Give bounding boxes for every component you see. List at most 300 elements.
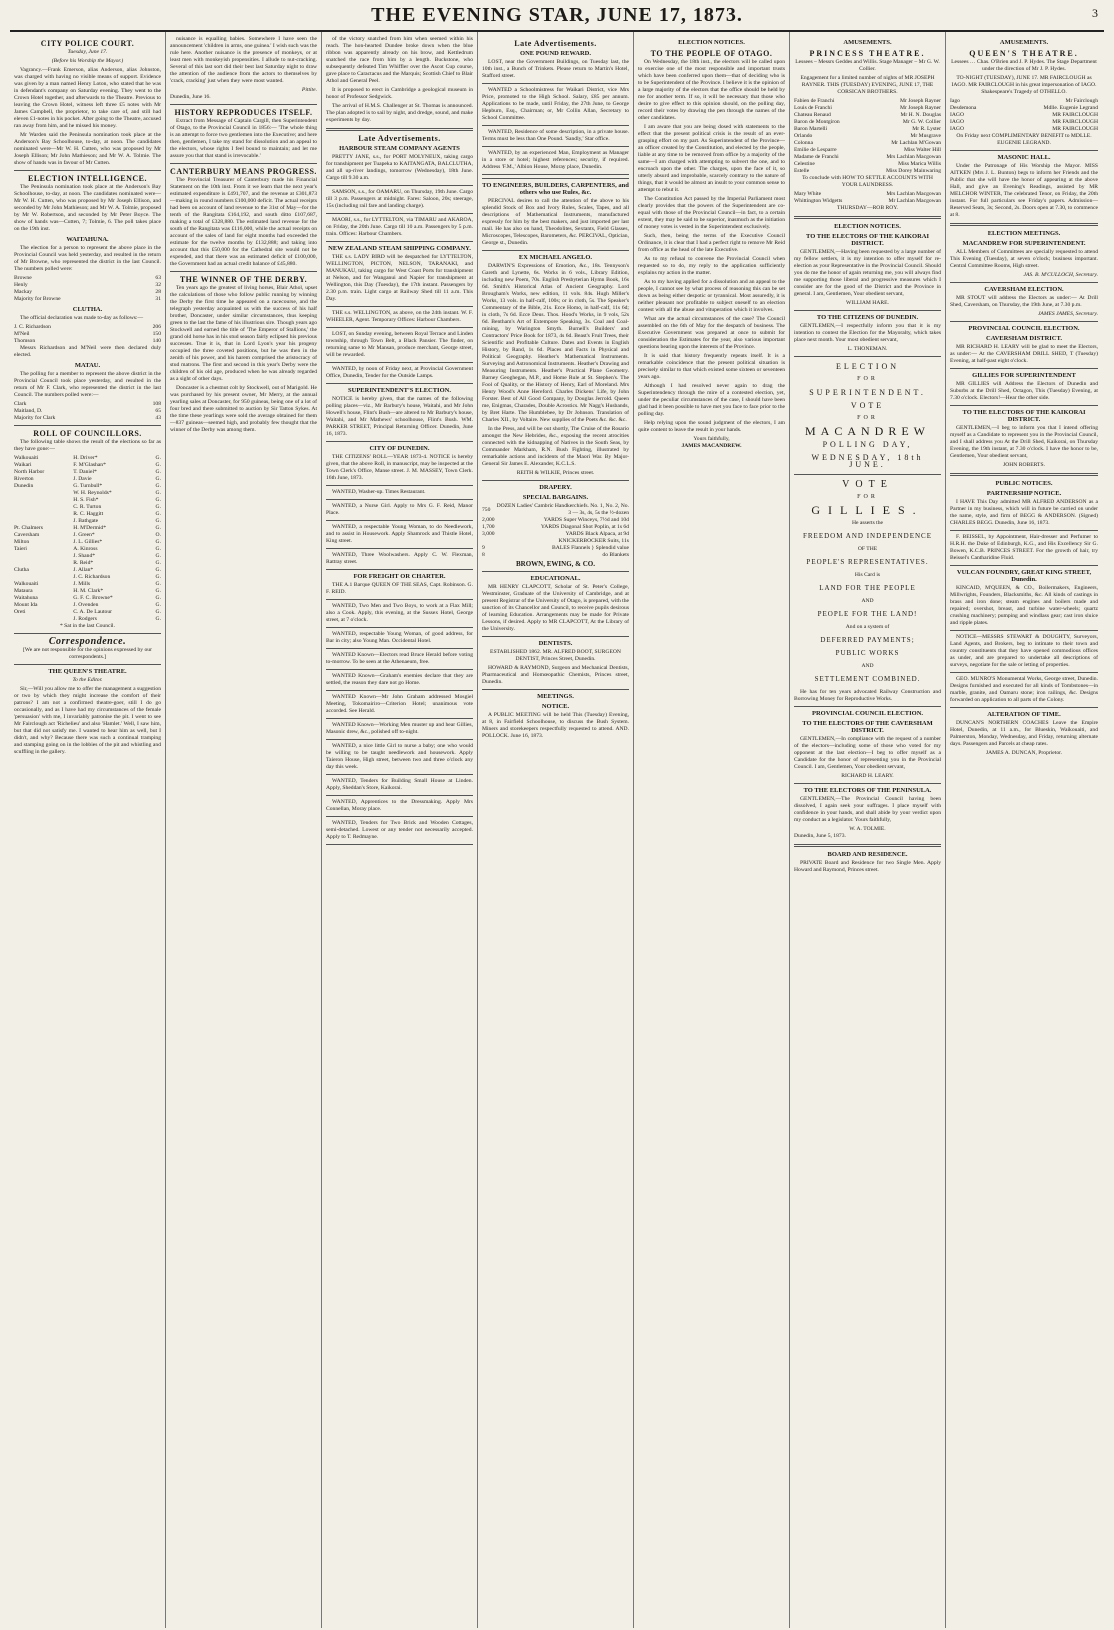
table-cell: MR FAIRCLOUGH	[1052, 112, 1098, 118]
table-cell: Mary White	[794, 191, 822, 197]
advertisement-text: DUNCAN'S NORTHERN COACHES Leave the Empire Hotel, Dunedin, at 11 a.m., for Blueskin, Waikouaiti, and Palmerston, Monday, Wednesday, and Friday, returning alternate days. Passengers and Parcels at cheap rates.	[950, 720, 1098, 747]
table-cell	[14, 616, 73, 623]
letter-paragraph: Help relying upon the sound judgment of the electors, I am quite content to leave the result in your hands.	[638, 420, 785, 433]
table-cell: Miss Marica Willis	[898, 161, 941, 167]
section-heading: Late Advertisements.	[358, 134, 441, 143]
table-cell	[14, 560, 73, 567]
advertisement-heading: SUPERINTENDENT'S ELECTION.	[348, 387, 451, 394]
display-line: PEOPLE FOR THE LAND!	[817, 610, 918, 618]
advertisement-heading: HARBOUR STEAM COMPANY AGENTS	[339, 145, 460, 152]
table-row	[14, 602, 161, 609]
table-row	[950, 126, 1098, 133]
table-row	[14, 289, 161, 296]
sub-heading: PROVINCIAL COUNCIL ELECTION.	[968, 325, 1080, 332]
advertisement-list	[482, 59, 629, 175]
sub-heading: ELECTION NOTICES.	[834, 223, 901, 230]
signature: JAMES A. DUNCAN, Proprietor.	[985, 750, 1063, 756]
table-row	[482, 545, 629, 552]
table-cell: Mount Ida	[14, 602, 38, 608]
table-row	[14, 504, 161, 511]
sub-heading: WAITAHUNA.	[66, 236, 109, 243]
letter-paragraph: The Constitution Act passed by the Imperial Parliament most clearly provides that the powers of the Superintendent are co-equal with those of the Provincial Council—in fact, to a certain extent, they may be said to be superior, inasmuch as the initiation of money votes is vested in the Superintendent exclusively.	[638, 196, 785, 230]
advertisement-text: MR GILLIES will Address the Electors of Dunedin and Suburbs at the Drill Shed, Octagon, This (Tuesday) Evening, at 7.30 o'clock. Electors!—Hear the other side.	[950, 381, 1098, 401]
display-line: FOR	[857, 376, 878, 382]
advertisement-text: MR HENRY CLAPCOTT, Scholar of St. Peter's College, Westminster, Graduate of the University of Cambridge, and at present Registrar of the University of Otago, is prepared, with the sanction of its Chancellor and Council, to receive pupils desirous of learning Education. Arrangements may be made for Private Lessons, if desired. Apply to MR CLAPCOTT, At the Library of the University.	[482, 584, 629, 632]
article-paragraph: The following table shows the result of the elections so far as they have gone:—	[14, 439, 161, 452]
table-cell: Waitahuna	[14, 595, 38, 601]
table-cell: G.	[155, 581, 161, 587]
table-cell: G.	[155, 560, 161, 566]
table-row	[14, 275, 161, 282]
table-row	[794, 112, 941, 119]
table-cell: J. Bathgate	[73, 518, 99, 524]
sub-heading: ALTERATION OF TIME.	[987, 711, 1061, 718]
letter-paragraph: On Wednesday, the 18th inst., the electors will be called upon to exercise one of the most responsible and important trusts which have been conferred upon them—that of deciding who is to be Superintendent of the Province. I believe it is the opinion of a large majority of the electors that the office should be held by me for another term. If so, it will be necessary that those who desire to give effect to this opinion should, on the polling day, record their votes by drawing the pen through the names of the other candidates.	[638, 59, 785, 121]
cast-table	[794, 98, 941, 175]
table-cell	[14, 497, 73, 504]
sub-heading: AMUSEMENTS.	[843, 39, 892, 46]
section-heading: Correspondence.	[48, 636, 127, 647]
table-cell: G.	[155, 546, 161, 552]
table-cell: Mr Joseph Rayner	[899, 105, 941, 111]
firm-name: BROWN, EWING, & CO.	[516, 560, 595, 568]
advertisement-text: WANTED, Tenders for Building Small House at Linden. Apply, Sheddan's Store, Kaikorai.	[326, 778, 473, 791]
advertisement-text: NOTICE—MESSRS STEWART & DOUGHTY, Surveyors, Land Agents, and Brokers, beg to intimate to their town and country constituents that they have opened commodious offices as under, and are prepared to undertake all descriptions of surveys, negotiate for the sale or letting of properties.	[950, 634, 1098, 668]
display-line: FREEDOM AND INDEPENDENCE	[803, 532, 932, 540]
advertisement-text: WANTED Known—Mr John Graham addressed Mosgiel Meeting, Tokomairiro—Criterion Hotel; unanimous vote accorded. See Herald.	[326, 694, 473, 714]
advertisement	[326, 743, 473, 775]
advertisement	[326, 778, 473, 796]
advertisement-text: GEO. MUNRO'S Monumental Works, George street, Dunedin. Designs furnished and executed for all kinds of Tombstones—in marble, granite, and Oamaru stone; iron railings, &c. Designs forwarded on application to all parts of the Colony.	[950, 676, 1098, 703]
advertisement-text: Under the Patronage of His Worship the Mayor. MISS AITKEN (Mrs J. L. Bunton) begs to inform her Friends and the Public that she will have the honor of appearing at the above Hall, and give an Evening's Readings, assisted by MR MELCHOR WINTER, The celebrated Tenor, on Friday, the 20th instant. For full particulars see Friday's papers. Admission—Reserved Seats, 3s; Second, 2s. Doors open at 7.30, to commence at 8.	[950, 163, 1098, 218]
table-cell: Emilie de Lesparre	[794, 147, 837, 153]
display-line: FOR	[857, 415, 878, 421]
table-cell: Louis de Franchi	[794, 105, 832, 111]
table-row	[794, 119, 941, 126]
sub-heading: PARTNERSHIP NOTICE.	[986, 490, 1062, 497]
section-heading: ROLL OF COUNCILLORS.	[33, 429, 142, 438]
table-row	[14, 455, 161, 462]
advertisement	[326, 603, 473, 628]
table-row	[794, 191, 941, 198]
results-table-clutha	[14, 324, 161, 345]
table-cell: Fabien de Franchi	[794, 98, 835, 104]
table-cell: 32	[155, 282, 161, 288]
table-cell: KNICKERBOCKER Suits, 11s	[558, 538, 629, 544]
table-cell: 43	[155, 415, 161, 421]
table-cell: YARDS Black Alpaca, at 9d	[565, 531, 629, 537]
signature: W. A. TOLMIE.	[849, 826, 886, 832]
table-cell: Estelle	[794, 168, 810, 174]
table-row	[950, 98, 1098, 105]
column-2	[166, 32, 322, 1628]
table-cell: R. Reid*	[73, 560, 94, 566]
section-heading: QUEEN'S THEATRE.	[969, 49, 1079, 58]
letter-close: Yours faithfully,	[693, 436, 730, 442]
table-row	[14, 476, 161, 483]
table-row	[794, 126, 941, 133]
advertisement	[326, 503, 473, 521]
advertisement-text: MAORI, s.s., for LYTTELTON, via TIMARU and AKAROA, on Friday, the 20th June. Cargo till 10 a.m. Passengers by 5 p.m. train. Offices: Harbour Chambers.	[326, 217, 473, 237]
display-line: WEDNESDAY, 18th JUNE.	[811, 453, 924, 469]
columns	[10, 32, 1104, 1628]
article-paragraph: The Peninsula nomination took place at the Anderson's Bay Schoolhouse, to-day, at noon. The candidates nominated were—Mr W. H. Cutten, who was proposed by Mr Joseph Ellison, and seconded by Mr John Mathieson; and Mr W. A. Tolmie, proposed by Mr W. Robertson, and seconded by Mr Peter Boyce. The show of hands was—Cutten, 7; Tolmie, 6. The poll takes place on the 19th inst.	[14, 184, 161, 232]
advertisement-text: PERCIVAL desires to call the attention of the above to his splendid Stock of Box and Ivory Rules, Scales, Tapes, and all descriptions of Mathematical Instruments, manufactured expressly for him by the best makers, and just imported per last mail. He has also on hand, Theodolites, Sextants, Field Glasses, Microscopes, Telescopes, Barometers, &c. PERCIVAL, Optician, George st., Dunedin.	[482, 198, 629, 246]
sub-heading: SPECIAL BARGAINS.	[522, 494, 589, 501]
advertisement-text: WANTED, Two Men and Two Boys, to work at a Flax Mill; also a Cook. Apply, this evening, at the Sussex Hotel, George street, at 7 o'clock.	[326, 603, 473, 623]
cast-table	[950, 98, 1098, 133]
letter-paragraph: What are the actual circumstances of the case? The Council assembled on the 6th of May for the despatch of business. The Executive Government was prepared at once to submit for consideration the Estimates for the year, also various important questions bearing upon the interests of the Province.	[638, 316, 785, 350]
table-cell	[14, 511, 73, 518]
table-cell: H. M. Clark*	[73, 588, 104, 594]
table-cell: MR FAIRCLOUGH	[1052, 126, 1098, 132]
table-cell: 65	[155, 408, 161, 414]
table-cell: Mackay	[14, 289, 33, 295]
table-row	[14, 490, 161, 497]
table-cell: 150	[152, 331, 161, 337]
book-list: DARWIN'S Expressions of Emotion, &c., 18s. Tennyson's Gareth and Lynette, 6s. Works in 6 vols., Library Edition, including new Poem, 70s. English Presbyterian Hymn Book, 16s 6d. Smith's Historical Atlas of Ancient Geography. Lord Brougham's Works, new edition, 11 vols. 84s. Hugh Miller's Works, 13 vols. in half-calf, 100s; or in cloth, 5s. The Speaker's Commentary of the Bible, 21s. Ecce Homo, in half-calf, 11s 6d; in cloth, 7s 6d. Ecce Deus. Thos. Hood's Works, in 9 vols, 52s 6d. Bentham's Art of Extempore Speaking, 3s. Coal and Coal-mining, by Warington Smyth. Burnell's Builders' and Contractors' Price Book for 1873, 4s 6d. Beast's Fruit Trees, their Scientific and Profitable Culture. Dates and Events in English History, by Rand, 1s 6d. Places and Facts in Physical and Political Geography. Heather's Mathematical Instruments. Surveying and Astronomical Instruments. Heather's Drawing and Measuring Instruments. Heather's Practical Plane Geometry. Barney Geoghegan, M.P., and Home Rule at St. Stephen's. The Fool of Quality, or the History of Henry, Earl of Moreland. Mrs Henry Wood's Anne Hereford. Charles Dickens' Life, by John Forster. Best of All Good Company, by Douglas Jerrold. Queen me, Enigmas, Charades, Double Acrostics. Mr Nagg's Husbands, by Bret Harte. The Humblebee, by Dr Johnson. Translation of Charles XII., by Voltaire. New supplies of the Poets &c. &c. &c.	[482, 263, 629, 423]
advertisement-text: ALL Members of Committees are specially requested to attend This Evening (Tuesday), at seven o'clock; business important. Central Committee Rooms, High street.	[950, 249, 1098, 269]
column-3	[322, 32, 478, 1628]
table-cell: M'Neil	[14, 331, 30, 337]
advertisement-text: WANTED, Washer-up. Times Restaurant.	[332, 489, 426, 495]
newspaper-title: THE EVENING STAR, JUNE 17, 1873.	[371, 3, 743, 26]
page-number: 3	[1092, 6, 1098, 20]
table-cell: MR FAIRCLOUGH	[1052, 119, 1098, 125]
sub-heading: PUBLIC NOTICES.	[995, 480, 1053, 487]
table-row	[14, 616, 161, 623]
dateline: Dunedin, June 5, 1873.	[794, 833, 846, 839]
table-cell: T. Daniel*	[73, 469, 97, 475]
to-editor: To the Editor.	[72, 677, 103, 683]
table-cell: J. Ovenden	[73, 602, 99, 608]
table-cell: IAGO	[950, 112, 964, 118]
advertisement-text: I HAVE This Day admitted MR ALFRED ANDERSON as a Partner in my business, which will in future be carried on under the name, style, and firm of BEGG & ANDERSON. (Signed) CHARLES BEGG. Dunedin, June 16, 1873.	[950, 499, 1098, 526]
table-cell: Chateau Renaud	[794, 112, 831, 118]
firm-name: REITH & WILKIE, Princes street.	[516, 470, 595, 476]
table-row	[794, 154, 941, 161]
advertisement-text: MR RICHARD H. LEARY will be glad to meet the Electors, as under:— At the CAVERSHAM DRILL SHED, T (Tuesday) Evening, at half-past eight o'clock.	[950, 344, 1098, 364]
table-row	[482, 517, 629, 524]
advertisement-text: Lessees – Messrs Geddes and Willis. Stage Manager – Mr G. W. Collier.	[795, 59, 940, 72]
advertisement-text: WANTED, Residence of some description, in a private house. Terms must be less than One Pound. 'Sandly,' Star office.	[482, 129, 629, 142]
table-row	[482, 503, 629, 517]
advertisement-text: F. BEISSEL, by Appointment, Hair-dresser and Perfumer to H.R.H. the Duke of Edinburgh, K.G., and His Excellency Sir G. Bowen, K.C.B. PRINCES STREET. For the growth of hair, try Beissel's Cantharidine Fluid.	[950, 534, 1098, 561]
table-cell: G.	[155, 595, 161, 601]
table-cell: Miss Walter Hill	[903, 147, 941, 153]
results-table-matau	[14, 401, 161, 422]
section-heading: TO THE PEOPLE OF OTAGO.	[650, 49, 773, 58]
advertisement	[326, 652, 473, 670]
section-heading: Late Advertisements.	[514, 39, 597, 48]
table-cell: G.	[155, 574, 161, 580]
advertisement-text: MR STOUT will address the Electors as under:— At Drill Shed, Caversham, on Thursday, the 19th June, at 7.30 p.m.	[950, 295, 1098, 308]
advertisement	[326, 573, 473, 600]
table-cell: 31	[155, 296, 161, 302]
table-cell	[14, 504, 73, 511]
advertisement-text: THURSDAY—ROB ROY.	[837, 205, 898, 211]
advertisement	[326, 445, 473, 486]
table-cell: Waikari	[14, 462, 32, 468]
table-cell	[14, 574, 73, 581]
table-cell: IAGO	[950, 126, 964, 132]
table-cell: Whittington Widgetts	[794, 198, 843, 204]
display-line: ELECTION	[835, 362, 900, 371]
table-cell: A. Kinross	[73, 546, 98, 552]
column-1	[10, 32, 166, 1628]
table-cell: G.	[155, 490, 161, 496]
advertisement	[326, 245, 473, 307]
table-row	[482, 531, 629, 538]
table-row	[14, 560, 161, 567]
advertisement	[326, 217, 473, 242]
advertisement-text: A PUBLIC MEETING will be held This (Tuesday) Evening, at 8, in Fairfield Schoolhouse, to discuss the Bush System. Miners and storekeepers respectfully requested to attend. AND. POLLOCK. June 16, 1873.	[482, 712, 629, 739]
table-cell: J. Shand*	[73, 553, 96, 559]
table-cell: J. L. Gillies*	[73, 539, 103, 545]
table-cell: Henly	[14, 282, 28, 288]
table-row	[794, 168, 941, 175]
table-cell: J. Allan*	[73, 567, 94, 573]
advertisement	[326, 722, 473, 740]
advertisement-text: WANTED, respectable Young Woman, of good address, for Bar in city; also Young Man. Occidental Hotel.	[326, 631, 473, 644]
advertisement-text: LOST, on Sunday evening, between Royal Terrace and Linden township, through Town Belt, a Black Pansier. The finder, on returning same to Mr Mansan, produce merchant, George street, will be rewarded.	[326, 331, 473, 358]
advertisement-text: PRIVATE Board and Residence for two Single Men. Apply Howard and Raymond, Princes street.	[794, 860, 941, 873]
article-paragraph: It is proposed to erect in Cambridge a geological museum in honor of Professor Sedgwick.	[326, 87, 473, 100]
magistrate-line: (Before his Worship the Mayor.)	[51, 58, 124, 64]
table-cell: G.	[155, 616, 161, 622]
table-row	[14, 324, 161, 331]
table-cell: H. S. Fish*	[73, 497, 99, 503]
table-cell: C. A. De Lautour	[73, 609, 112, 615]
table-row	[14, 595, 161, 602]
sub-heading: VULCAN FOUNDRY, GREAT KING STREET, Dunedin.	[956, 569, 1092, 583]
sub-heading: PROVINCIAL COUNCIL ELECTION.	[811, 710, 924, 717]
advertisement-heading: NEW ZEALAND STEAM SHIPPING COMPANY.	[328, 245, 471, 252]
sub-heading: TO ENGINEERS, BUILDERS, CARPENTERS, and others who use Rules, &c.	[482, 182, 629, 196]
table-cell: G.	[155, 504, 161, 510]
advertisement-text: LOST, near the Government Buildings, on Tuesday last, the 10th inst., a Bunch of Trinkets. Please return to Martin's Hotel, Stafford street.	[482, 59, 629, 79]
advertisement-text: THE s.s. WELLINGTON, as above, on the 24th instant. W. F. WHEELER, Agent. Temporary Offices: Harbour Chambers.	[326, 310, 473, 323]
sub-heading: TO THE ELECTORS OF THE KAIKORAI DISTRICT.	[806, 233, 929, 247]
table-row	[14, 518, 161, 525]
dateline: Dunedin, June 16.	[170, 94, 211, 100]
sub-heading: EDUCATIONAL.	[530, 575, 581, 582]
table-cell: G.	[155, 483, 161, 489]
advertisement-text: GENTLEMEN,—I respectfully inform you that it is my intention to contest the Election for the Mayoralty, which takes place next month. Your most obedient servant,	[794, 323, 941, 343]
table-cell: J. Green*	[73, 532, 95, 538]
advertisement-text: In the Press, and will be out shortly, The Cruise of the Rosario amongst the New Hebrides, &c., exposing the recent atrocities connected with the kidnapping of Natives in the South Seas, by Commander Markham, R.N. Bush Fighting, illustrated by remarkable actions and incidents of the Maori War. By Major-General Sir James E. Alexander, K.C.L.S.	[482, 426, 629, 467]
table-cell: Orlando	[794, 133, 813, 139]
table-row	[14, 282, 161, 289]
advertisement-heading: FOR FREIGHT OR CHARTER.	[353, 573, 446, 580]
table-cell: Mr G. W. Collier	[902, 119, 941, 125]
table-row	[14, 469, 161, 476]
signature: JAMES MACANDREW.	[681, 443, 742, 449]
display-line-gillies: GILLIES.	[811, 503, 924, 517]
sub-heading: CAVERSHAM DISTRICT.	[986, 335, 1062, 342]
table-cell: Walkouaiti	[14, 581, 39, 587]
table-row	[794, 198, 941, 205]
article-paragraph: Mr Warden said the Peninsula nomination took place at the Anderson's Bay Schoolhouse, to-day, at noon. The candidates nominated were—Mr W. H. Cutten, who was proposed by Mr Joseph Ellison; Mr John Mathieson; and Mr W. A. Tolmie. The show of hands was in favour of Mr Cutten.	[14, 132, 161, 166]
table-row	[14, 581, 161, 588]
table-cell: G.	[155, 455, 161, 461]
table-row	[14, 546, 161, 553]
sub-heading: DENTISTS.	[538, 640, 573, 647]
advertisement-text: GENTLEMEN,—Having been requested by a large number of my fellow settlers, it is my intention to offer myself for re-election as your Representative in the Provincial Council. Should you do me the honor of again returning me, you will always find me supporting those liberal and progressive measures which I consider are for the good of the District and the Province in general. I am, Gentlemen, Your obedient servant,	[794, 249, 941, 297]
table-cell: J. C. Richardson	[14, 324, 51, 330]
advertisement-text: PRETTY JANE, s.s., for PORT MOLYNEUX, taking cargo for transhipment per Tuapeka to KAITANGATA, BALCLUTHA, and all up-river landings, tomorrow (Wednesday), 18th June. Cargo till 9.30 a.m.	[326, 154, 473, 181]
display-line: PUBLIC WORKS	[835, 649, 900, 657]
advertisement-text: WANTED, a respectable Young Woman, to do Needlework, and to assist in Housework. Apply Shamrock and Thistle Hotel, King street.	[326, 524, 473, 544]
table-row	[794, 98, 941, 105]
column-5	[634, 32, 790, 1628]
masthead	[10, 0, 1104, 32]
table-row	[14, 415, 161, 422]
table-row	[950, 119, 1098, 126]
article-paragraph: Sir,—Will you allow me to offer the management a suggestion or two by which they might increase the comfort of their patrons? I am not a confirmed theatre-goer, still I do go occasionally, and as I have had my circumstances of the female 'persuasion' with me, I invariably patronise the pit. I went to see Mr Fairclough act 'Richelieu' and also 'Hamlet.' Well, I saw him, but that did not satisfy me. I wanted to hear him as well, but I didn't, and why? Because there was such a continual tramping and stamping going on in the lobbies of the pit and whistling and scuffling in the gallery.	[14, 686, 161, 755]
table-row	[14, 609, 161, 616]
table-row	[482, 552, 629, 559]
letter-paragraph: As to my refusal to convene the Provincial Council when requested so to do, my reply to the application sufficiently explains my action in the matter.	[638, 256, 785, 276]
table-cell: H. M'Dermid*	[73, 525, 106, 531]
advertisement	[326, 310, 473, 328]
advertisement-text: WANTED, Tenders for Two Brick and Wooden Cottages, semi-detached. Lowest or any tender not necessarily accepted. Apply to T. Redmayne.	[326, 820, 473, 840]
table-row	[14, 511, 161, 518]
sub-heading: CAVERSHAM ELECTION.	[984, 286, 1064, 293]
table-cell	[14, 518, 73, 525]
table-cell: 9	[482, 545, 485, 551]
table-cell: Miss Dorey Mainwaring	[886, 168, 941, 174]
section-heading: CITY POLICE COURT.	[40, 39, 135, 48]
table-cell: 1,700	[482, 524, 495, 530]
advertisement-text: THE CITIZENS' ROLL—YEAR 1873-4. NOTICE is hereby given, that the above Roll, in manuscript, may be inspected at the Town Clerk's Office, Manse street. J. M. MASSEY, Town Clerk. 16th June, 1873.	[326, 454, 473, 481]
column-4	[478, 32, 634, 1628]
advertisement-text: THE s.s. LADY BIRD will be despatched for LYTTELTON, WELLINGTON, PICTON, NELSON, TARANAKI, and MANUKAU, taking cargo for West Coast Ports for transhipment at Nelson, and for Wanganui and Napier for transhipment at Wellington, this Day (Tuesday), the 17th instant. Passengers by 2.30 p.m. train. Light cargo at Railway Shed till 11 a.m. This Day.	[326, 254, 473, 302]
display-line: FOR	[857, 494, 878, 500]
table-row	[794, 161, 941, 168]
signature: L. THONEMAN.	[847, 346, 888, 352]
article-paragraph: The election for a person to represent the above place in the Provincial Council was held yesterday, and resulted in the return of Mr Browne, who represented the district in the last Council. The numbers polled were:	[14, 245, 161, 272]
table-cell: C. R. Turton	[73, 504, 102, 510]
section-heading: HISTORY REPRODUCES ITSELF.	[174, 108, 313, 117]
advertisement	[326, 820, 473, 845]
table-row	[14, 532, 161, 539]
table-cell	[14, 490, 73, 497]
table-row	[482, 538, 629, 545]
article-paragraph: Doncaster is a chestnut colt by Stockwell, out of Marigold. He was purchased by his present owner, Mr Merry, at the annual yearling sales at Doncaster, for 950 guineas, being one of a lot of four bred and there submitted to auction by Sir Tatton Sykes. At the time these yearlings were sold the average obtained for them—837 guineas—seemed high, and probably few thought that the winner of the Derby was among them.	[170, 385, 317, 433]
table-cell: YARDS Diagonal Shot Poplin, at 1s 6d	[540, 524, 629, 530]
advertisement	[326, 145, 473, 186]
table-cell: G. Turnbull*	[73, 483, 103, 489]
table-cell: G.	[155, 539, 161, 545]
table-cell: Caversham	[14, 532, 40, 538]
advertisement-text: WANTED Known—Electors read Bruce Herald before voting to-morrow. To be seen at the Athenaeum, free.	[326, 652, 473, 665]
sub-heading: DRAPERY.	[539, 484, 572, 491]
table-cell: W. H. Reynolds*	[73, 490, 112, 496]
table-row	[794, 147, 941, 154]
display-line: PEOPLE'S REPRESENTATIVES.	[806, 558, 929, 566]
advertisement-text: NOTICE is hereby given, that the names of the following polling places—viz., Mr Barbury's house, Waitahi, and Mr John Howell's house, Flint's Bush—are altered to Mr Barbury's house, Waitahi, and Mr Mathews' schoolhouse, Flint's Bush. WM. PARKER STREET, Principal Returning Officer. Dunedin, June 16, 1873.	[326, 396, 473, 437]
table-row	[794, 133, 941, 140]
article-paragraph: nuisance is equalling babies. Somewhere I have seen the announcement 'children in arms, one guinea.' I wish such was the rule here. Another nuisance is the presence of monkeys, or at least men with monkeyish propensities. I allude to nut-cracking. Several of this last sort did their best last Saturday night to draw the attention of the audience from the actors to themselves by 'crack, cracking' just when they were most wanted.	[170, 36, 317, 84]
article-paragraph: Messrs Richardson and M'Neil were then declared duly elected.	[14, 345, 161, 358]
table-cell: J. Rodgers	[73, 616, 97, 622]
table-cell: Majority for Browne	[14, 296, 61, 302]
section-heading: CANTERBURY MEANS PROGRESS.	[170, 167, 317, 176]
article-paragraph: Extract from Message of Captain Cargill, then Superintendent of Otago, to the Provincial Council in 1856:— 'The whole thing is an attempt to force two gentlemen into the Executive; and here then, gentlemen, I take my stand for dissolution and an appeal to the electors, whose rights I feel bound to maintain; and let me assure you that that stand is irrevocable.'	[170, 118, 317, 159]
advertisement-text: HOWARD & RAYMOND, Surgeon and Mechanical Dentists, Pharmaceutical and Homœopathic Chemists, Princes street, Dunedin.	[482, 665, 629, 685]
table-cell: J. C. Richardson	[73, 574, 111, 580]
sub-heading: MACANDREW FOR SUPERINTENDENT.	[962, 240, 1086, 247]
table-cell: Browne	[14, 275, 32, 281]
column-6	[790, 32, 946, 1628]
advertisement	[326, 366, 473, 384]
table-row	[14, 331, 161, 338]
signature: WILLIAM HARE.	[846, 300, 889, 306]
section-heading: PRINCESS THEATRE.	[809, 49, 926, 58]
letter-paragraph: As to my having applied for a dissolution and an appeal to the people, I cannot see by what process of reasoning this can be set down as being either despotic or tyrannical. Most assuredly, it is neither pleasant nor profitable to subject oneself to an election contest with all the abuse and vituperation which it involves.	[638, 279, 785, 313]
table-cell: Madame de Franchi	[794, 154, 839, 160]
table-cell: G. F. C. Browne*	[73, 595, 113, 601]
table-cell: BALES Flannels } Splendid value	[552, 545, 629, 551]
section-heading: THE WINNER OF THE DERBY.	[179, 275, 308, 284]
article-paragraph: The arrival of H.M.S. Challenger at St. Thomas is announced. The plan adopted is to sail by night, and dredge, sound, and make experiments by day.	[326, 103, 473, 123]
advertisement	[326, 799, 473, 817]
sub-heading: TO THE ELECTORS OF THE CAVERSHAM DISTRICT.	[802, 720, 933, 734]
table-cell: Oreti	[14, 609, 26, 615]
display-line: SUPERINTENDENT.	[809, 388, 926, 397]
letter-paragraph: Although I had resolved never again to drag the Superintendency through the mire of a contested election, yet, under the peculiar circumstances of the case, I should have been glad had it been possible to have met you face to face prior to the polling day.	[638, 383, 785, 417]
table-cell: 108	[152, 401, 161, 407]
advertisement-text: WANTED, by noon of Friday next, at Provincial Government Office, Dunedin, Tender for the Outside Lamps.	[326, 366, 473, 379]
table-cell: Pt. Chalmers	[14, 525, 43, 531]
table-cell: do Blankets	[602, 552, 629, 558]
table-cell: Colonna	[794, 140, 813, 146]
display-line: AND	[861, 598, 874, 604]
advertisement	[326, 489, 473, 500]
table-cell: Mataura	[14, 588, 33, 594]
table-cell: North Harbor	[14, 469, 45, 475]
table-cell: Mr R. Lyster	[912, 126, 941, 132]
advertisement-list	[326, 145, 473, 845]
table-cell: O.	[155, 532, 161, 538]
table-cell: Mr H. N. Douglas	[900, 112, 941, 118]
sub-heading: ONE POUND REWARD.	[520, 50, 591, 57]
advertisement	[326, 631, 473, 649]
table-row	[14, 588, 161, 595]
signature: JAS. B. M'CULLOCH, Secretary.	[1023, 272, 1098, 278]
table-cell: Celestine	[794, 161, 815, 167]
table-cell: Dunedin	[14, 483, 34, 489]
table-cell: G.	[155, 476, 161, 482]
advertisement-text: WANTED, a Nurse Girl. Apply to Mrs G. F. Reid, Manor Place.	[326, 503, 473, 516]
table-cell: Mrs Lachlan Macgowan	[886, 154, 941, 160]
table-cell: Baron Martelli	[794, 126, 828, 132]
roll-note: * Sat in the last Council.	[59, 623, 115, 629]
advertisement-heading: CITY OF DUNEDIN.	[369, 445, 430, 452]
date-line: Tuesday, June 17.	[67, 49, 108, 55]
table-cell: 3,000	[482, 531, 495, 537]
table-row	[14, 525, 161, 532]
table-row	[482, 524, 629, 531]
signature: JOHN ROBERTS.	[1003, 462, 1045, 468]
table-cell: Maitland, D.	[14, 408, 43, 414]
table-row	[14, 408, 161, 415]
advertisement-text: He has for ten years advocated Railway Construction and Borrowing Money for Reproductive Works.	[794, 689, 941, 702]
table-cell: IAGO	[950, 119, 964, 125]
table-cell: G.	[155, 588, 161, 594]
table-cell: 140	[152, 338, 161, 344]
